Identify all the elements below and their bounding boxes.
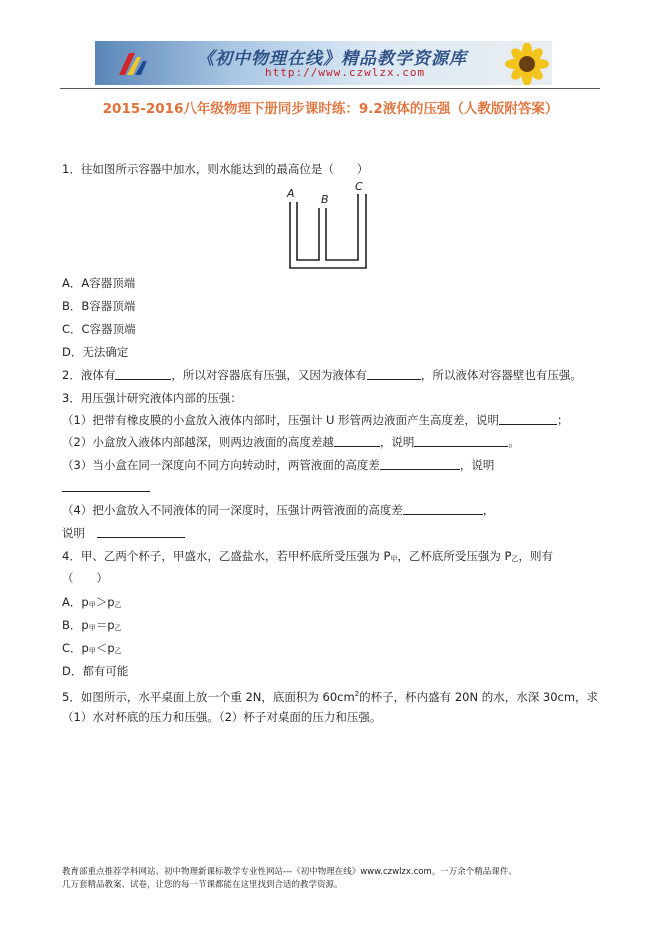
page-footer: [62, 866, 602, 892]
q3-sub2: [62, 435, 520, 449]
banner-title: 《初中物理在线》精品教学资源库: [197, 49, 467, 69]
q1-option-c: C．C容器顶端: [62, 322, 136, 336]
q2-part2: ，所以对容器底有压强，又因为液体有: [171, 368, 367, 382]
q4-sub: 乙: [114, 601, 122, 609]
q3-sub3-text: （3）当小盒在同一深度向不同方向转动时，两管液面的高度差: [62, 458, 380, 472]
q4-p: p: [81, 618, 89, 632]
q3-sub4-text: （4）把小盒放入不同液体的同一深度时，压强计两管液面的高度差: [62, 503, 403, 517]
q4-p: p: [81, 595, 89, 609]
footer-line-2: 几万套精品教案、试卷，让您的每一节课都能在这里找到合适的教学资源。: [62, 880, 343, 890]
q4-stem-c: ，则有: [518, 549, 553, 563]
figure-label-b: B: [321, 193, 329, 206]
q4-option-c: [62, 641, 122, 658]
q3-sub4: [62, 503, 494, 517]
q4-gt: ＞: [95, 595, 108, 609]
q1-option-b: B．B容器顶端: [62, 299, 136, 313]
q5-line1a: 5．如图所示，水平桌面上放一个重 2N，底面积为 60cm: [62, 689, 355, 704]
q3-sub3-cont: [62, 480, 150, 494]
q3-sub3-mid: ，说明: [459, 458, 495, 472]
q3-sub4-blank-1[interactable]: [403, 504, 483, 515]
q4-option-b: [62, 618, 122, 635]
q4-lt: ＜: [95, 641, 108, 655]
q4-option-a-label: A．: [62, 595, 82, 609]
footer-line-1: 教育部重点推荐学科网站、初中物理新课标教学专业性网站---《初中物理在线》www.czwlzx.com。一万余个精品课件、: [62, 867, 517, 877]
q1-option-d: D．无法确定: [62, 345, 129, 359]
sunflower-icon: [495, 43, 552, 85]
header-banner: [95, 41, 552, 85]
q3-sub4-blank-2[interactable]: [97, 527, 185, 538]
page-title: 2015-2016八年级物理下册同步课时练：9.2液体的压强（人教版附答案）: [102, 101, 559, 117]
q4-sub-yi: 乙: [511, 555, 519, 563]
q4-paren: （ ）: [62, 571, 108, 585]
q1-stem: 1．往如图所示容器中加水，则水能达到的最高位是（ ）: [62, 162, 369, 176]
q3-sub3-blank-2[interactable]: [62, 481, 150, 492]
header-rule: [60, 88, 600, 89]
q3-sub4-cont: [62, 526, 185, 540]
q4-p: p: [107, 618, 115, 632]
q3-sub2-blank-2[interactable]: [414, 436, 508, 447]
q3-sub3-blank-1[interactable]: [380, 459, 460, 470]
q4-eq: ＝: [95, 618, 108, 632]
q4-p: p: [81, 641, 89, 655]
q4-sub-jia: 甲: [390, 555, 398, 563]
q2-blank-1[interactable]: [115, 369, 171, 380]
q5-line1: [62, 687, 598, 704]
q4-sub: 甲: [88, 624, 96, 632]
q3-sub1-end: ；: [557, 413, 569, 427]
connected-container-figure: [283, 180, 373, 272]
q4-option-b-label: B．: [62, 618, 82, 632]
q3-sub1-text: （1）把带有橡皮膜的小盒放入液体内部时，压强计 U 形管两边液面产生高度差，说明: [62, 413, 500, 427]
q4-sub: 乙: [114, 624, 122, 632]
q3-sub2-mid: ，说明: [379, 435, 415, 449]
q4-p: p: [107, 641, 115, 655]
q4-stem-b: ，乙杯底所受压强为 P: [397, 549, 512, 563]
q3-sub2-blank-1[interactable]: [334, 436, 380, 447]
q4-sub: 甲: [88, 647, 96, 655]
q2-part1: 2．液体有: [62, 368, 116, 382]
q2-line: [62, 368, 582, 382]
figure-label-a: A: [287, 187, 295, 200]
q4-stem: [62, 549, 553, 566]
q2-blank-2[interactable]: [367, 369, 421, 380]
q3-stem: 3．用压强计研究液体内部的压强：: [62, 391, 242, 405]
q4-option-a: [62, 595, 122, 612]
q2-part3: ，所以液体对容器壁也有压强。: [420, 368, 582, 382]
q1-option-a: A．A容器顶端: [62, 276, 136, 290]
q5-line2: （1）水对杯底的压力和压强。（2）杯子对桌面的压力和压强。: [62, 710, 382, 724]
q4-sub: 甲: [88, 601, 96, 609]
q5-sup: 2: [354, 690, 360, 698]
q4-stem-a: 4．甲、乙两个杯子，甲盛水，乙盛盐水，若甲杯底所受压强为 P: [62, 549, 391, 563]
q3-sub1-blank[interactable]: [499, 414, 557, 425]
q4-p: p: [107, 595, 115, 609]
q3-sub4-explain: 说明: [62, 526, 85, 540]
q3-sub3: [62, 458, 494, 472]
q4-sub: 乙: [114, 647, 122, 655]
q4-option-c-label: C．: [62, 641, 82, 655]
q3-sub2-text: （2）小盒放入液体内部越深，则两边液面的高度差越: [62, 435, 334, 449]
figure-label-c: C: [355, 180, 363, 193]
q3-sub2-end: 。: [508, 435, 520, 449]
banner-url: http://www.czwlzx.com: [265, 66, 426, 79]
site-logo-icon: [115, 47, 151, 79]
q3-sub1: [62, 413, 569, 427]
q5-line1b: 的杯子，杯内盛有 20N 的水，水深 30cm，求: [359, 689, 599, 704]
q3-sub4-end: ，: [482, 503, 495, 517]
q4-option-d: D．都有可能: [62, 664, 129, 678]
